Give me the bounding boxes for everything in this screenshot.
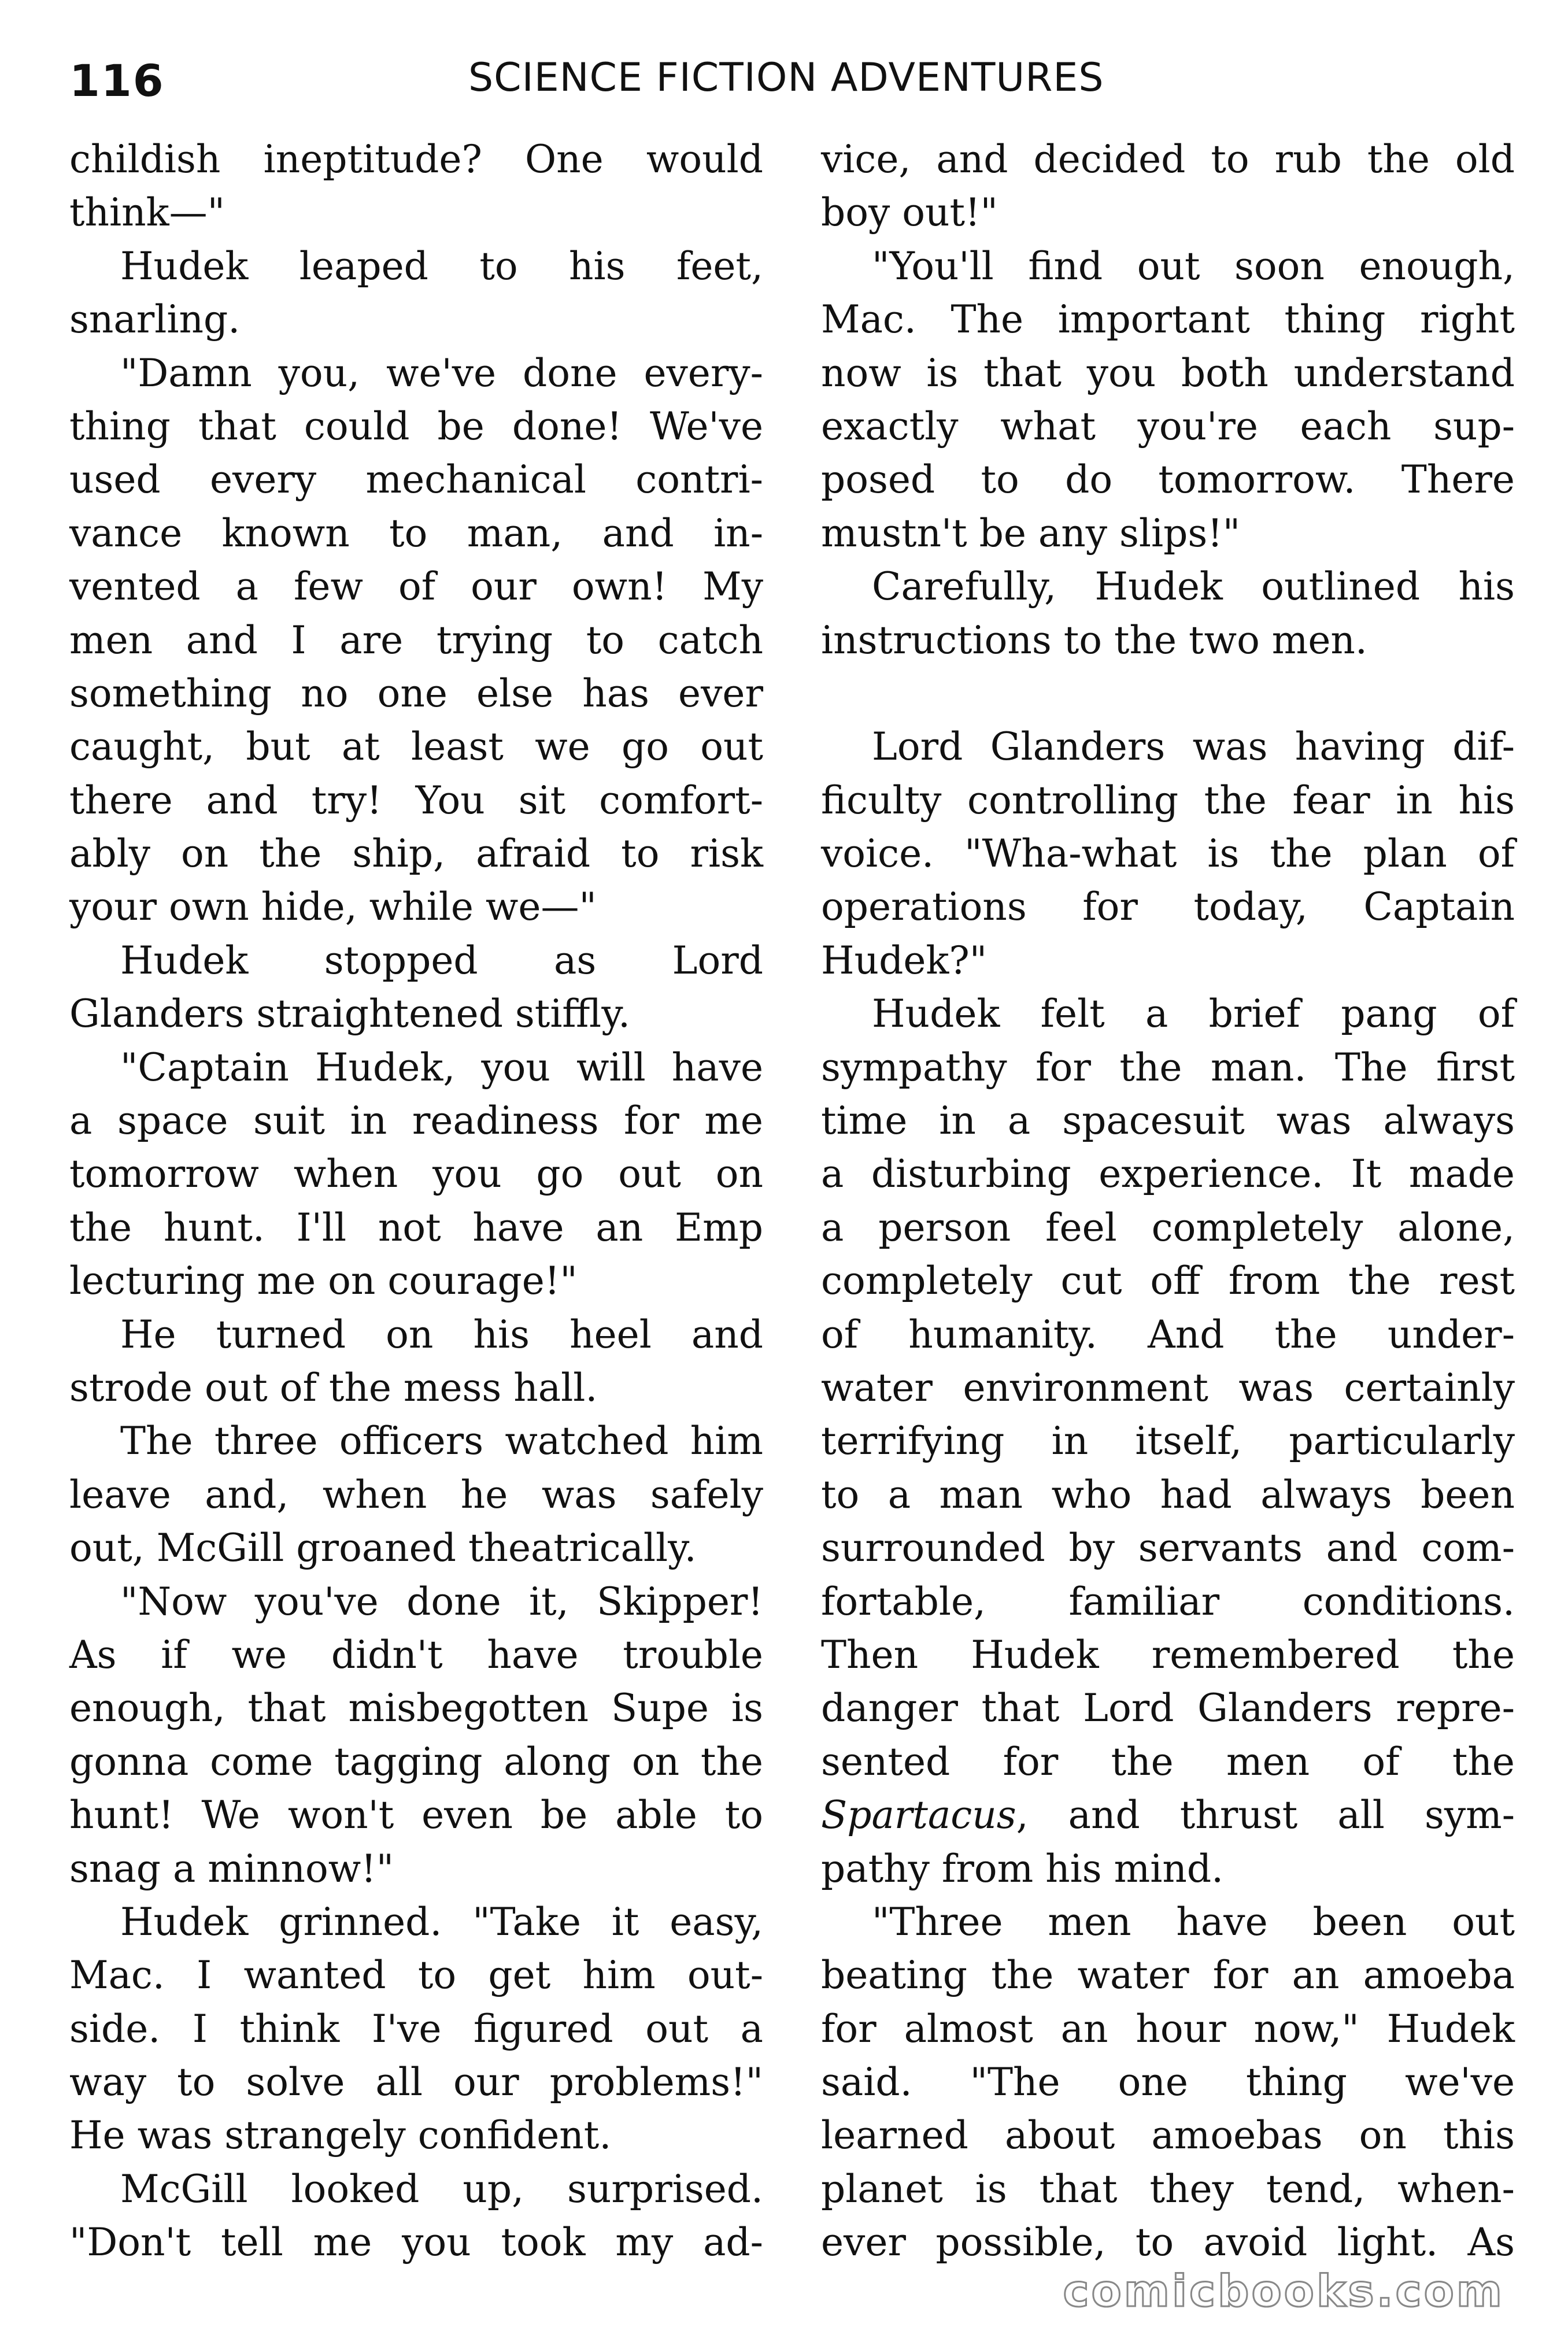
text-line: time in a spacesuit was always <box>821 1098 1515 1144</box>
text-line: "Three men have been out <box>872 1899 1515 1944</box>
text-line: something no one else has ever <box>69 671 763 716</box>
text-line: a space suit in readiness for me <box>69 1098 763 1144</box>
text-line: now is that you both understand <box>821 350 1515 395</box>
text-line: "Damn you, we've done every- <box>120 350 763 395</box>
text-line: for almost an hour now," Hudek <box>821 2006 1515 2051</box>
text-line: strode out of the mess hall. <box>69 1365 598 1410</box>
text-line: water environment was certainly <box>821 1365 1515 1410</box>
text-line: tomorrow when you go out on <box>69 1152 763 1197</box>
text-line: sympathy for the man. The first <box>821 1045 1515 1090</box>
text-line: Hudek grinned. "Take it easy, <box>120 1899 763 1944</box>
text-line: Glanders straightened stiffly. <box>69 991 630 1037</box>
text-line: learned about amoebas on this <box>821 2113 1515 2158</box>
text-line: Hudek felt a brief pang of <box>872 991 1515 1037</box>
text-line: "Captain Hudek, you will have <box>120 1045 763 1090</box>
text-line: terrifying in itself, particularly <box>821 1419 1515 1464</box>
text-line: a disturbing experience. It made <box>821 1152 1515 1197</box>
text-line: Lord Glanders was having dif- <box>872 724 1515 769</box>
text-line: used every mechanical contri- <box>69 457 763 502</box>
text-line: lecturing me on courage!" <box>69 1259 578 1304</box>
text-line <box>821 667 1515 720</box>
text-line: Hudek stopped as Lord <box>120 938 763 983</box>
text-line: your own hide, while we—" <box>69 885 597 930</box>
text-line: said. "The one thing we've <box>821 2060 1515 2105</box>
text-line: childish ineptitude? One would <box>69 137 763 182</box>
text-line: As if we didn't have trouble <box>69 1632 763 1677</box>
text-line: completely cut off from the rest <box>821 1259 1515 1304</box>
text-line: snag a minnow!" <box>69 1846 394 1891</box>
text-line: operations for today, Captain <box>821 885 1515 930</box>
text-line: vented a few of our own! My <box>69 564 763 609</box>
text-line: voice. "Wha-what is the plan of <box>821 831 1515 876</box>
text-line: sented for the men of the <box>821 1739 1515 1784</box>
text-line: hunt! We won't even be able to <box>69 1793 763 1838</box>
text-line: planet is that they tend, when- <box>821 2166 1515 2211</box>
text-line: a person feel completely alone, <box>821 1205 1515 1250</box>
text-line: posed to do tomorrow. There <box>821 457 1515 502</box>
text-line: side. I think I've figured out a <box>69 2006 763 2051</box>
text-line: pathy from his mind. <box>821 1846 1224 1891</box>
text-line: caught, but at least we go out <box>69 724 763 769</box>
text-line: McGill looked up, surprised. <box>120 2166 763 2211</box>
text-line: boy out!" <box>821 190 998 235</box>
text-line: there and try! You sit comfort- <box>69 778 763 823</box>
right-text-column <box>821 133 1515 2270</box>
text-line: to a man who had always been <box>821 1472 1515 1517</box>
text-line: men and I are trying to catch <box>69 617 763 663</box>
text-line: Hudek?" <box>821 938 988 983</box>
running-head: SCIENCE FICTION ADVENTURES <box>468 55 1104 101</box>
text-line: gonna come tagging along on the <box>69 1739 763 1784</box>
text-line: Spartacus, and thrust all sym- <box>821 1793 1515 1838</box>
left-text-column <box>69 133 763 2270</box>
text-line: danger that Lord Glanders repre- <box>821 1686 1515 1731</box>
text-line: "Don't tell me you took my ad- <box>69 2220 763 2265</box>
text-line: surrounded by servants and com- <box>821 1526 1515 1571</box>
text-line: instructions to the two men. <box>821 617 1367 663</box>
text-line: enough, that misbegotten Supe is <box>69 1686 763 1731</box>
text-line: He was strangely confident. <box>69 2113 612 2158</box>
text-line: ever possible, to avoid light. As <box>821 2220 1515 2265</box>
text-line: Carefully, Hudek outlined his <box>872 564 1515 609</box>
text-line: leave and, when he was safely <box>69 1472 763 1517</box>
text-line: vice, and decided to rub the old <box>821 137 1515 182</box>
page-header <box>69 55 1499 119</box>
text-line: Mac. I wanted to get him out- <box>69 1953 763 1998</box>
text-line: ficulty controlling the fear in his <box>821 778 1515 823</box>
text-line: ably on the ship, afraid to risk <box>69 831 763 876</box>
text-line: Then Hudek remembered the <box>821 1632 1515 1677</box>
text-line: snarling. <box>69 297 241 342</box>
page-number: 116 <box>69 55 165 106</box>
text-line: beating the water for an amoeba <box>821 1953 1515 1998</box>
text-line: Hudek leaped to his feet, <box>120 243 763 288</box>
text-line: "You'll find out soon enough, <box>872 243 1515 288</box>
text-line: think—" <box>69 190 225 235</box>
text-line: way to solve all our problems!" <box>69 2060 763 2105</box>
watermark: comicbooks.com <box>1063 2265 1504 2317</box>
text-line: exactly what you're each sup- <box>821 404 1515 449</box>
text-line: mustn't be any slips!" <box>821 510 1241 556</box>
text-line: The three officers watched him <box>120 1419 763 1464</box>
text-line: vance known to man, and in- <box>69 510 763 556</box>
text-line: of humanity. And the under- <box>821 1312 1515 1357</box>
text-line: Mac. The important thing right <box>821 297 1515 342</box>
text-line: He turned on his heel and <box>120 1312 763 1357</box>
text-line: fortable, familiar conditions. <box>821 1579 1515 1624</box>
text-line: the hunt. I'll not have an Emp <box>69 1205 763 1250</box>
text-line: "Now you've done it, Skipper! <box>120 1579 763 1624</box>
text-line: thing that could be done! We've <box>69 404 763 449</box>
text-line: out, McGill groaned theatrically. <box>69 1526 697 1571</box>
